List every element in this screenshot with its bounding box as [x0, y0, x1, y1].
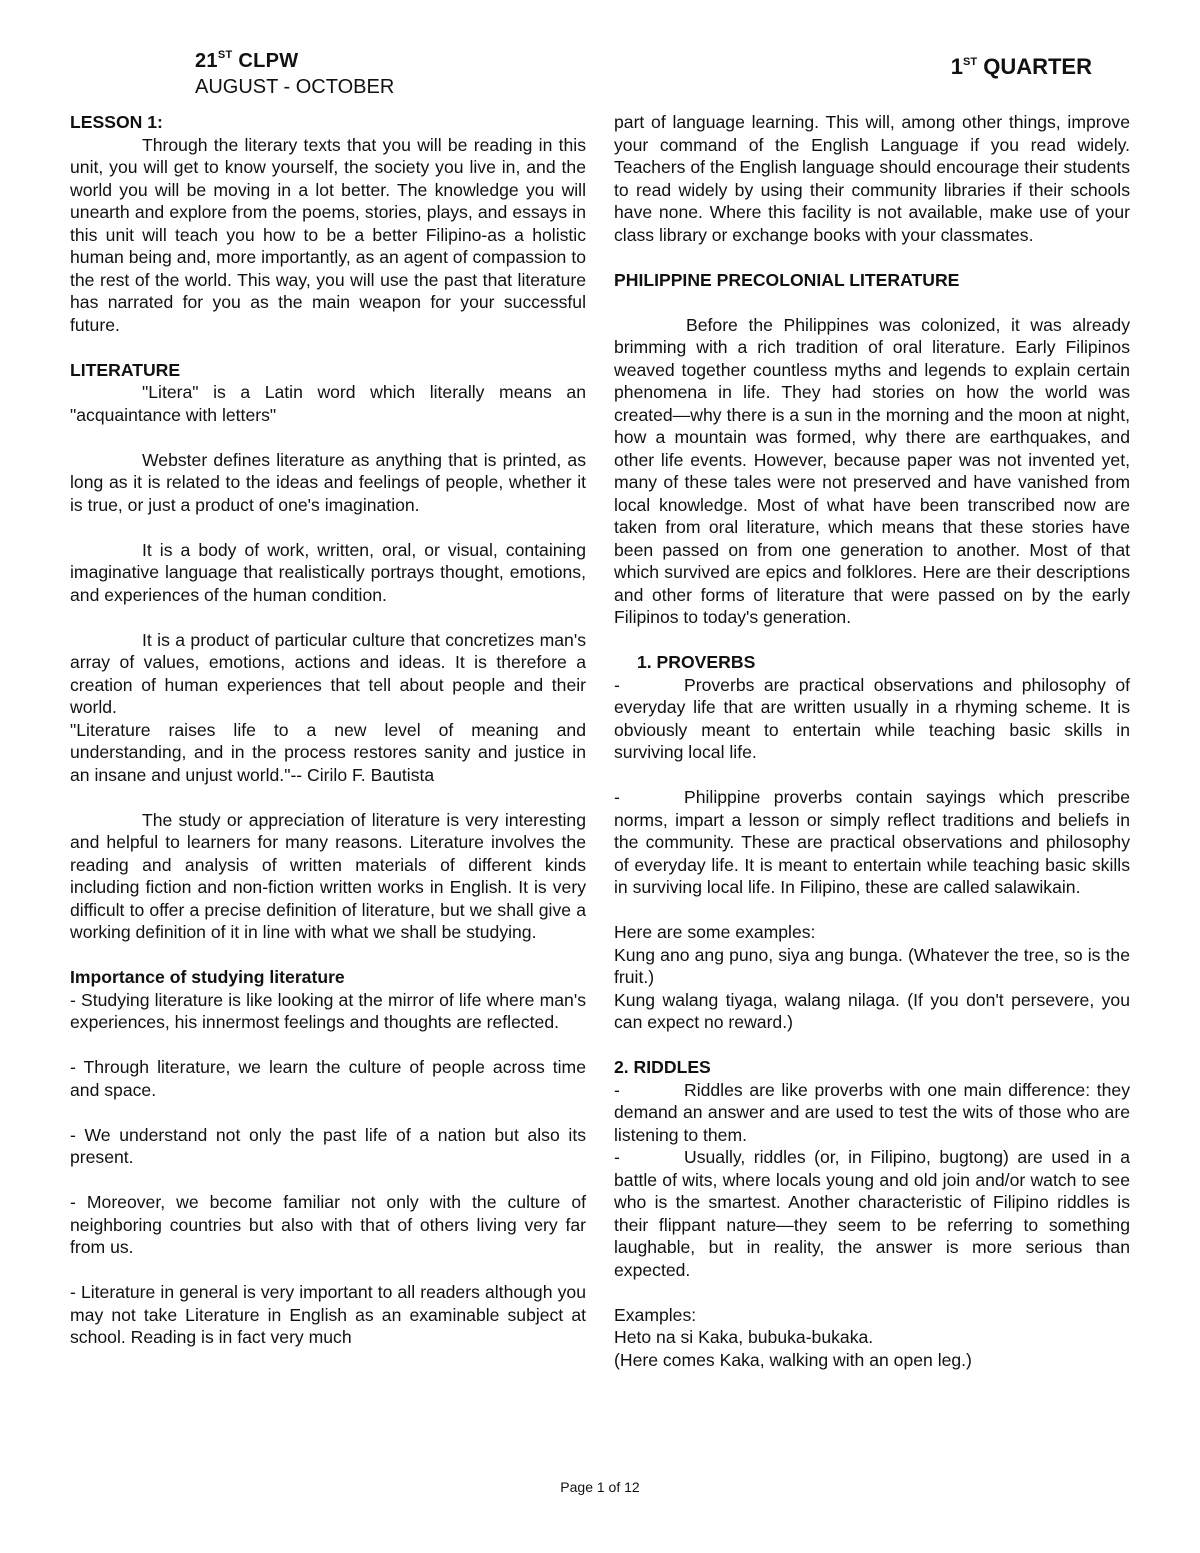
list-item-text: Philippine proverbs contain sayings which prescribe norms, impart a lesson or simply reflect traditions and beliefs in the community. These are practical observations and philosophy of everyday life. It is meant to entertain while teaching basic skills in surviving local life. In Filipino, these are called salawikain. — [614, 787, 1130, 897]
examples-intro: Here are some examples: — [614, 922, 816, 942]
list-item: - We understand not only the past life of a nation but also its present. — [70, 1124, 586, 1167]
list-item-text: Proverbs are practical observations and philosophy of everyday life that are written usually in a rhyming scheme. It is obviously meant to entertain while teaching basic skills in surviving local life. — [614, 674, 1130, 762]
list-item: - Studying literature is like looking at the mirror of life where man's experiences, his innermost feelings and thoughts are reflected. — [70, 989, 586, 1032]
quarter-ordinal: ST — [963, 56, 978, 68]
riddles-heading: 2. RIDDLES — [614, 1057, 711, 1077]
lesson-intro: Through the literary texts that you will be reading in this unit, you will get to know yourself, the society you live in, and the world you will be moving in a lot better. The knowledge you will unearth and explore from the poems, stories, plays, and essays in this unit will teach you how to be a better Filipino-as a holistic human being and, more importantly, as an agent of compassion to the rest of the world. This way, you will use the past that literature has narrated for you as the main weapon for your successful future. — [70, 134, 586, 335]
course-name: CLPW — [232, 50, 299, 72]
course-number: 21 — [195, 50, 218, 72]
paragraph: The study or appreciation of literature is very interesting and helpful to learners for many reasons. Literature involves the reading and analysis of written materials of different kinds including fiction and non-fiction written works in English. It is very difficult to offer a precise definition of literature, but we shall give a working definition of it in line with what we shall be studying. — [70, 809, 586, 942]
course-code — [195, 42, 394, 74]
quarter-text: QUARTER — [977, 54, 1092, 79]
paragraph: It is a body of work, written, oral, or visual, containing imaginative language that realistically portrays thought, emotions, and experiences of the human condition. — [70, 539, 586, 605]
proverbs-heading: 1. PROVERBS — [637, 652, 756, 672]
quarter-label — [951, 54, 1092, 80]
document-header — [195, 42, 394, 100]
paragraph: Before the Philippines was colonized, it was already brimming with a rich tradition of oral literature. Early Filipinos weaved together countless myths and legends to explain certain phenomena in life. They had stories on how the world was created—why there is a sun in the morning and the moon at night, how a mountain was formed, why there are earthquakes, and other life events. However, because paper was not invented yet, many of these tales were not preserved and have vanished from local knowledge. Most of what have been transcribed now are taken from oral literature, which means that these stories have been passed on from one generation to another. Most of that which survived are epics and folklores. Here are their descriptions and other forms of literature that were passed on by the early Filipinos to today's generation. — [614, 314, 1130, 627]
list-item — [614, 1079, 1130, 1147]
quarter-number: 1 — [950, 54, 964, 79]
paragraph: part of language learning. This will, among other things, improve your command of the English Language if you read widely. Teachers of the English language should encourage their students to read widely by using their community libraries if their schools have none. Where this facility is not available, make use of your class library or exchange books with your classmates. — [614, 112, 1130, 245]
list-item-text: Riddles are like proverbs with one main difference: they demand an answer and are used to test the wits of those who are listening to them. — [614, 1079, 1130, 1145]
examples-intro: Examples: — [614, 1304, 697, 1325]
quote: "Literature raises life to a new level of meaning and understanding, and in the process restores sanity and justice in an insane and unjust world."-- Cirilo F. Bautista — [70, 719, 586, 785]
list-item-text: Usually, riddles (or, in Filipino, bugtong) are used in a battle of wits, where locals young and old join and/or watch to see who is the smartest. Another characteristic of Filipino riddles is their flippant nature—they seem to be referring to something laughable, but in reality, the answer is more serious than expected. — [614, 1147, 1130, 1280]
left-column — [70, 111, 586, 1349]
right-column — [614, 111, 1130, 1371]
precolonial-heading: PHILIPPINE PRECOLONIAL LITERATURE — [614, 269, 960, 290]
term-months: AUGUST - OCTOBER — [195, 76, 395, 98]
list-item: - Literature in general is very important to all readers although you may not take Literature in English as an examinable subject at school. Reading is in fact very much — [70, 1282, 586, 1347]
paragraph: It is a product of particular culture that concretizes man's array of values, emotions, actions and ideas. It is therefore a creation of human experiences that tell about people and their world. — [70, 629, 586, 717]
example: Kung ano ang puno, siya ang bunga. (Whatever the tree, so is the fruit.) — [614, 944, 1130, 987]
importance-heading: Importance of studying literature — [70, 967, 345, 987]
lesson-heading: LESSON 1: — [70, 112, 163, 132]
paragraph: Webster defines literature as anything that is printed, as long as it is related to the ideas and feelings of people, whether it is true, or just a product of one's imagination. — [70, 449, 586, 515]
list-item — [614, 786, 1130, 899]
list-item — [614, 1146, 1130, 1281]
example: Heto na si Kaka, bubuka-bukaka. — [614, 1327, 874, 1347]
example: (Here comes Kaka, walking with an open leg.) — [614, 1349, 972, 1370]
list-item — [614, 674, 1130, 764]
literature-heading: LITERATURE — [70, 359, 181, 380]
dash-bullet: - — [614, 1147, 620, 1167]
dash-bullet: - — [614, 1079, 620, 1100]
dash-bullet: - — [614, 787, 620, 807]
dash-bullet: - — [614, 674, 620, 695]
example: Kung walang tiyaga, walang nilaga. (If you don't persevere, you can expect no reward.) — [614, 989, 1130, 1032]
course-ordinal: ST — [217, 49, 233, 61]
list-item: - Through literature, we learn the culture of people across time and space. — [70, 1057, 586, 1100]
list-item: - Moreover, we become familiar not only with the culture of neighboring countries but also with that of others living very far from us. — [70, 1192, 586, 1257]
paragraph: "Litera" is a Latin word which literally means an "acquaintance with letters" — [70, 382, 586, 425]
page-number: Page 1 of 12 — [560, 1479, 640, 1495]
